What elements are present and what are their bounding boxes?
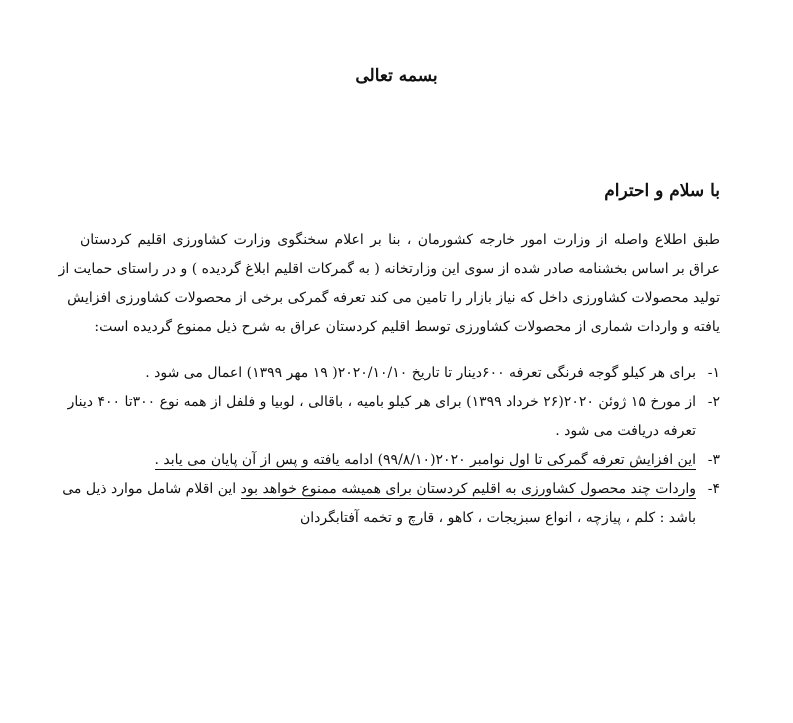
item-line-underlined: واردات چند محصول کشاورزی به اقلیم کردستان برای همیشه ممنوع خواهد بود [240,481,696,497]
list-item [80,359,720,388]
item-line: از مورخ ۱۵ ژوئن ۲۰۲۰(۲۶ خرداد ۱۳۹۹) برای هر کیلو بامیه ، باقالی ، لوبیا و فلفل از همه نوع ۳۰۰تا ۴۰۰ دینار [67,394,696,410]
item-text [67,388,696,446]
item-number: ۳- [707,452,720,468]
item-line-rest: این اقلام شامل موارد ذیل می [62,481,241,497]
greeting: با سلام و احترام [604,181,720,201]
intro-line: طبق اطلاع واصله از وزارت امور خارجه کشورمان ، بنا بر اعلام سخنگوی وزارت کشاورزی اقلیم کردستان [80,232,720,248]
item-number: ۱- [707,365,720,381]
item-line-underlined: این افزایش تعرفه گمرکی تا اول نوامبر ۲۰۲۰(۹۹/۸/۱۰) ادامه یافته و پس از آن پایان می یابد . [154,452,696,468]
item-list [62,359,720,533]
item-number: ۲- [707,394,720,410]
item-number: ۴- [707,481,720,497]
item-text [80,446,696,475]
item-line: تعرفه دریافت می شود . [555,423,696,439]
intro-paragraph [58,226,720,342]
intro-line: تولید محصولات کشاورزی داخل که نیاز بازار را تامین می کند تعرفه گمرکی برخی از محصولات کشاورزی افزایش [67,290,720,306]
page-heading: بسمه تعالی [355,66,438,86]
list-item [80,446,720,475]
item-line: باشد : کلم ، پیازچه ، انواع سبزیجات ، کاهو ، قارچ و تخمه آفتابگردان [299,510,696,526]
list-item [62,475,720,533]
intro-line: یافته و واردات شماری از محصولات کشاورزی توسط اقلیم کردستان عراق به شرح ذیل ممنوع گردیده است: [94,319,720,335]
list-item [67,388,720,446]
item-text [62,475,696,533]
item-text [80,359,696,388]
intro-line: عراق بر اساس بخشنامه صادر شده از سوی این وزارتخانه ( به گمرکات اقلیم ابلاغ گردیده ) و در راستای حمایت از [58,261,720,277]
item-line: برای هر کیلو گوجه فرنگی تعرفه ۶۰۰دینار تا تاریخ ۲۰۲۰/۱۰/۱۰( ۱۹ مهر ۱۳۹۹) اعمال می شود . [145,365,696,381]
